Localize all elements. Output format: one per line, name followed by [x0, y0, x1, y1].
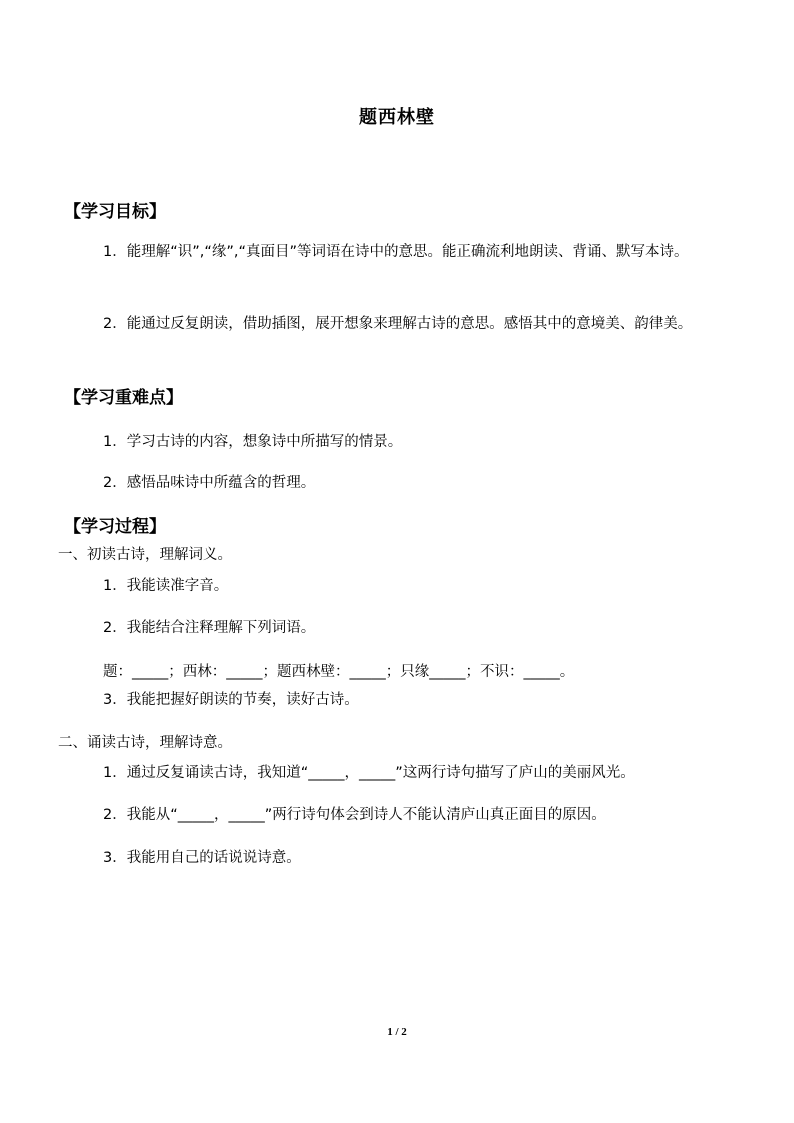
- section-heading-key-points: 【学习重难点】: [64, 388, 183, 408]
- section-heading-goals: 【学习目标】: [64, 202, 166, 222]
- process-part1-item-3: 3．我能把握好朗读的节奏，读好古诗。: [103, 692, 359, 708]
- section-heading-process: 【学习过程】: [64, 517, 166, 537]
- vocabulary-fill-blank: 题：_____；西林：_____；题西林壁：_____；只缘_____；不识：_____。: [103, 664, 575, 680]
- key-point-item-1: 1．学习古诗的内容，想象诗中所描写的情景。: [103, 434, 403, 450]
- process-part1-title: 一、初读古诗，理解词义。: [58, 547, 232, 563]
- process-part2-item-2: 2．我能从“_____，_____”两行诗句体会到诗人不能认清庐山真正面目的原因。: [103, 807, 606, 823]
- process-part1-item-2: 2．我能结合注释理解下列词语。: [103, 620, 316, 636]
- process-part1-item-1: 1．我能读准字音。: [103, 578, 229, 594]
- process-part2-title: 二、诵读古诗，理解诗意。: [58, 735, 232, 751]
- key-point-item-2: 2．感悟品味诗中所蕴含的哲理。: [103, 475, 316, 491]
- goal-item-2: 2．能通过反复朗读，借助插图，展开想象来理解古诗的意思。感悟其中的意境美、韵律美。: [103, 316, 693, 332]
- page-number: 1 / 2: [387, 1026, 407, 1038]
- goal-item-1: 1．能理解“识”,“缘”,“真面目”等词语在诗中的意思。能正确流利地朗读、背诵、默写本诗。: [103, 244, 689, 260]
- process-part2-item-3: 3．我能用自己的话说说诗意。: [103, 850, 301, 866]
- document-title: 题西林壁: [359, 107, 435, 128]
- process-part2-item-1: 1．通过反复诵读古诗，我知道“_____，_____”这两行诗句描写了庐山的美丽风光。: [103, 765, 635, 781]
